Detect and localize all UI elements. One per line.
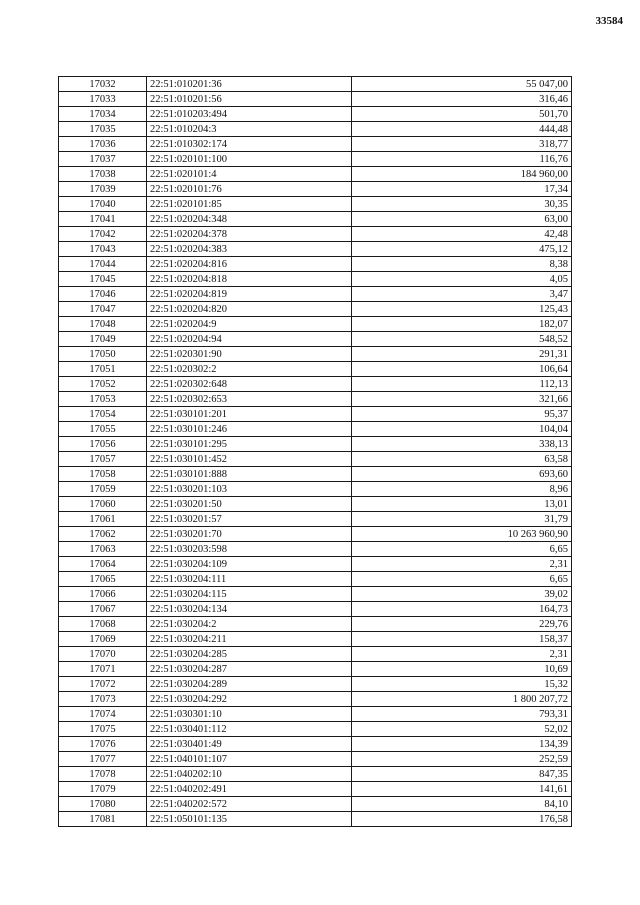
row-number-cell: 17056 bbox=[59, 437, 147, 452]
cadastral-number-cell: 22:51:020301:90 bbox=[147, 347, 352, 362]
table-row bbox=[59, 242, 572, 257]
row-number-cell: 17045 bbox=[59, 272, 147, 287]
table-row bbox=[59, 617, 572, 632]
row-number-cell: 17070 bbox=[59, 647, 147, 662]
cadastral-value-cell: 95,37 bbox=[352, 407, 572, 422]
cadastral-value-cell: 693,60 bbox=[352, 467, 572, 482]
row-number-cell: 17081 bbox=[59, 812, 147, 827]
row-number-cell: 17033 bbox=[59, 92, 147, 107]
table-body bbox=[59, 77, 572, 827]
row-number-cell: 17057 bbox=[59, 452, 147, 467]
row-number-cell: 17074 bbox=[59, 707, 147, 722]
table-row bbox=[59, 647, 572, 662]
cadastral-number-cell: 22:51:030101:246 bbox=[147, 422, 352, 437]
row-number-cell: 17059 bbox=[59, 482, 147, 497]
row-number-cell: 17052 bbox=[59, 377, 147, 392]
table-row bbox=[59, 152, 572, 167]
table-row bbox=[59, 212, 572, 227]
cadastral-value-table bbox=[58, 76, 572, 827]
cadastral-number-cell: 22:51:020302:2 bbox=[147, 362, 352, 377]
cadastral-value-cell: 6,65 bbox=[352, 572, 572, 587]
table-row bbox=[59, 422, 572, 437]
cadastral-number-cell: 22:51:030204:134 bbox=[147, 602, 352, 617]
table-row bbox=[59, 347, 572, 362]
cadastral-value-cell: 548,52 bbox=[352, 332, 572, 347]
cadastral-number-cell: 22:51:010302:174 bbox=[147, 137, 352, 152]
cadastral-value-cell: 125,43 bbox=[352, 302, 572, 317]
table-row bbox=[59, 452, 572, 467]
table-row bbox=[59, 527, 572, 542]
row-number-cell: 17063 bbox=[59, 542, 147, 557]
row-number-cell: 17039 bbox=[59, 182, 147, 197]
table-row bbox=[59, 542, 572, 557]
row-number-cell: 17041 bbox=[59, 212, 147, 227]
row-number-cell: 17067 bbox=[59, 602, 147, 617]
cadastral-value-cell: 318,77 bbox=[352, 137, 572, 152]
cadastral-number-cell: 22:51:030204:109 bbox=[147, 557, 352, 572]
table-row bbox=[59, 137, 572, 152]
cadastral-number-cell: 22:51:020204:383 bbox=[147, 242, 352, 257]
row-number-cell: 17062 bbox=[59, 527, 147, 542]
cadastral-number-cell: 22:51:040202:491 bbox=[147, 782, 352, 797]
cadastral-value-cell: 158,37 bbox=[352, 632, 572, 647]
cadastral-value-cell: 52,02 bbox=[352, 722, 572, 737]
table-row bbox=[59, 662, 572, 677]
cadastral-value-cell: 63,58 bbox=[352, 452, 572, 467]
row-number-cell: 17044 bbox=[59, 257, 147, 272]
cadastral-value-cell: 84,10 bbox=[352, 797, 572, 812]
table-row bbox=[59, 572, 572, 587]
cadastral-value-cell: 1 800 207,72 bbox=[352, 692, 572, 707]
cadastral-number-cell: 22:51:020204:9 bbox=[147, 317, 352, 332]
table-row bbox=[59, 122, 572, 137]
table-row bbox=[59, 797, 572, 812]
cadastral-number-cell: 22:51:020302:653 bbox=[147, 392, 352, 407]
table-row bbox=[59, 602, 572, 617]
row-number-cell: 17076 bbox=[59, 737, 147, 752]
table-row bbox=[59, 737, 572, 752]
table-row bbox=[59, 407, 572, 422]
cadastral-value-cell: 252,59 bbox=[352, 752, 572, 767]
row-number-cell: 17037 bbox=[59, 152, 147, 167]
cadastral-number-cell: 22:51:030101:295 bbox=[147, 437, 352, 452]
cadastral-value-cell: 164,73 bbox=[352, 602, 572, 617]
cadastral-value-cell: 338,13 bbox=[352, 437, 572, 452]
row-number-cell: 17035 bbox=[59, 122, 147, 137]
table-row bbox=[59, 497, 572, 512]
cadastral-value-cell: 134,39 bbox=[352, 737, 572, 752]
row-number-cell: 17065 bbox=[59, 572, 147, 587]
table-row bbox=[59, 272, 572, 287]
table-row bbox=[59, 362, 572, 377]
cadastral-number-cell: 22:51:030201:50 bbox=[147, 497, 352, 512]
row-number-cell: 17058 bbox=[59, 467, 147, 482]
cadastral-value-cell: 104,04 bbox=[352, 422, 572, 437]
table-row bbox=[59, 107, 572, 122]
cadastral-value-cell: 17,34 bbox=[352, 182, 572, 197]
row-number-cell: 17032 bbox=[59, 77, 147, 92]
cadastral-number-cell: 22:51:050101:135 bbox=[147, 812, 352, 827]
row-number-cell: 17069 bbox=[59, 632, 147, 647]
table-row bbox=[59, 182, 572, 197]
cadastral-number-cell: 22:51:020101:76 bbox=[147, 182, 352, 197]
row-number-cell: 17043 bbox=[59, 242, 147, 257]
cadastral-value-cell: 6,65 bbox=[352, 542, 572, 557]
cadastral-number-cell: 22:51:010201:36 bbox=[147, 77, 352, 92]
cadastral-value-cell: 31,79 bbox=[352, 512, 572, 527]
cadastral-number-cell: 22:51:040101:107 bbox=[147, 752, 352, 767]
cadastral-number-cell: 22:51:030203:598 bbox=[147, 542, 352, 557]
cadastral-value-cell: 229,76 bbox=[352, 617, 572, 632]
cadastral-value-cell: 112,13 bbox=[352, 377, 572, 392]
table-row bbox=[59, 77, 572, 92]
table-row bbox=[59, 707, 572, 722]
cadastral-number-cell: 22:51:040202:572 bbox=[147, 797, 352, 812]
cadastral-number-cell: 22:51:030204:2 bbox=[147, 617, 352, 632]
row-number-cell: 17079 bbox=[59, 782, 147, 797]
table-row bbox=[59, 587, 572, 602]
cadastral-value-cell: 10,69 bbox=[352, 662, 572, 677]
cadastral-value-cell: 501,70 bbox=[352, 107, 572, 122]
row-number-cell: 17060 bbox=[59, 497, 147, 512]
cadastral-value-cell: 793,31 bbox=[352, 707, 572, 722]
row-number-cell: 17049 bbox=[59, 332, 147, 347]
cadastral-number-cell: 22:51:030204:292 bbox=[147, 692, 352, 707]
row-number-cell: 17036 bbox=[59, 137, 147, 152]
row-number-cell: 17051 bbox=[59, 362, 147, 377]
table-row bbox=[59, 302, 572, 317]
row-number-cell: 17073 bbox=[59, 692, 147, 707]
table-row bbox=[59, 692, 572, 707]
table-row bbox=[59, 392, 572, 407]
row-number-cell: 17054 bbox=[59, 407, 147, 422]
row-number-cell: 17080 bbox=[59, 797, 147, 812]
cadastral-number-cell: 22:51:030201:57 bbox=[147, 512, 352, 527]
table-row bbox=[59, 767, 572, 782]
row-number-cell: 17055 bbox=[59, 422, 147, 437]
cadastral-value-cell: 2,31 bbox=[352, 557, 572, 572]
row-number-cell: 17061 bbox=[59, 512, 147, 527]
cadastral-number-cell: 22:51:020302:648 bbox=[147, 377, 352, 392]
cadastral-number-cell: 22:51:030201:103 bbox=[147, 482, 352, 497]
cadastral-number-cell: 22:51:040202:10 bbox=[147, 767, 352, 782]
table-row bbox=[59, 752, 572, 767]
cadastral-value-cell: 106,64 bbox=[352, 362, 572, 377]
table-row bbox=[59, 677, 572, 692]
row-number-cell: 17050 bbox=[59, 347, 147, 362]
cadastral-value-cell: 291,31 bbox=[352, 347, 572, 362]
cadastral-number-cell: 22:51:030204:289 bbox=[147, 677, 352, 692]
cadastral-value-cell: 116,76 bbox=[352, 152, 572, 167]
row-number-cell: 17048 bbox=[59, 317, 147, 332]
table-row bbox=[59, 782, 572, 797]
cadastral-value-cell: 30,35 bbox=[352, 197, 572, 212]
cadastral-value-cell: 184 960,00 bbox=[352, 167, 572, 182]
cadastral-value-cell: 39,02 bbox=[352, 587, 572, 602]
row-number-cell: 17078 bbox=[59, 767, 147, 782]
cadastral-number-cell: 22:51:030301:10 bbox=[147, 707, 352, 722]
cadastral-value-cell: 2,31 bbox=[352, 647, 572, 662]
cadastral-number-cell: 22:51:030401:49 bbox=[147, 737, 352, 752]
cadastral-number-cell: 22:51:030101:201 bbox=[147, 407, 352, 422]
cadastral-number-cell: 22:51:030204:287 bbox=[147, 662, 352, 677]
row-number-cell: 17071 bbox=[59, 662, 147, 677]
row-number-cell: 17064 bbox=[59, 557, 147, 572]
cadastral-value-cell: 63,00 bbox=[352, 212, 572, 227]
cadastral-number-cell: 22:51:020204:378 bbox=[147, 227, 352, 242]
cadastral-number-cell: 22:51:020204:820 bbox=[147, 302, 352, 317]
cadastral-value-cell: 10 263 960,90 bbox=[352, 527, 572, 542]
cadastral-value-cell: 141,61 bbox=[352, 782, 572, 797]
table-row bbox=[59, 377, 572, 392]
cadastral-value-cell: 8,96 bbox=[352, 482, 572, 497]
cadastral-number-cell: 22:51:030204:111 bbox=[147, 572, 352, 587]
cadastral-number-cell: 22:51:020101:100 bbox=[147, 152, 352, 167]
cadastral-number-cell: 22:51:030204:115 bbox=[147, 587, 352, 602]
cadastral-value-cell: 4,05 bbox=[352, 272, 572, 287]
row-number-cell: 17042 bbox=[59, 227, 147, 242]
table-row bbox=[59, 332, 572, 347]
cadastral-value-cell: 182,07 bbox=[352, 317, 572, 332]
table-row bbox=[59, 632, 572, 647]
table-row bbox=[59, 257, 572, 272]
row-number-cell: 17068 bbox=[59, 617, 147, 632]
cadastral-number-cell: 22:51:030101:452 bbox=[147, 452, 352, 467]
cadastral-number-cell: 22:51:030201:70 bbox=[147, 527, 352, 542]
row-number-cell: 17038 bbox=[59, 167, 147, 182]
table-row bbox=[59, 197, 572, 212]
cadastral-number-cell: 22:51:010203:494 bbox=[147, 107, 352, 122]
cadastral-value-cell: 475,12 bbox=[352, 242, 572, 257]
row-number-cell: 17077 bbox=[59, 752, 147, 767]
cadastral-number-cell: 22:51:020101:4 bbox=[147, 167, 352, 182]
page-number: 33584 bbox=[595, 15, 623, 27]
cadastral-number-cell: 22:51:030204:285 bbox=[147, 647, 352, 662]
row-number-cell: 17066 bbox=[59, 587, 147, 602]
cadastral-number-cell: 22:51:010201:56 bbox=[147, 92, 352, 107]
cadastral-value-cell: 847,35 bbox=[352, 767, 572, 782]
cadastral-number-cell: 22:51:020101:85 bbox=[147, 197, 352, 212]
row-number-cell: 17040 bbox=[59, 197, 147, 212]
cadastral-number-cell: 22:51:030401:112 bbox=[147, 722, 352, 737]
cadastral-number-cell: 22:51:020204:818 bbox=[147, 272, 352, 287]
cadastral-value-cell: 8,38 bbox=[352, 257, 572, 272]
cadastral-number-cell: 22:51:020204:819 bbox=[147, 287, 352, 302]
table-row bbox=[59, 287, 572, 302]
table-row bbox=[59, 482, 572, 497]
cadastral-value-cell: 3,47 bbox=[352, 287, 572, 302]
table-row bbox=[59, 92, 572, 107]
row-number-cell: 17075 bbox=[59, 722, 147, 737]
row-number-cell: 17047 bbox=[59, 302, 147, 317]
table-row bbox=[59, 722, 572, 737]
table-row bbox=[59, 512, 572, 527]
cadastral-number-cell: 22:51:010204:3 bbox=[147, 122, 352, 137]
table-row bbox=[59, 167, 572, 182]
cadastral-number-cell: 22:51:030204:211 bbox=[147, 632, 352, 647]
cadastral-value-cell: 444,48 bbox=[352, 122, 572, 137]
table-row bbox=[59, 557, 572, 572]
row-number-cell: 17034 bbox=[59, 107, 147, 122]
cadastral-number-cell: 22:51:020204:816 bbox=[147, 257, 352, 272]
cadastral-number-cell: 22:51:020204:348 bbox=[147, 212, 352, 227]
table-row bbox=[59, 437, 572, 452]
row-number-cell: 17053 bbox=[59, 392, 147, 407]
row-number-cell: 17072 bbox=[59, 677, 147, 692]
cadastral-value-cell: 321,66 bbox=[352, 392, 572, 407]
row-number-cell: 17046 bbox=[59, 287, 147, 302]
cadastral-value-cell: 176,58 bbox=[352, 812, 572, 827]
table-row bbox=[59, 227, 572, 242]
table-row bbox=[59, 812, 572, 827]
cadastral-number-cell: 22:51:020204:94 bbox=[147, 332, 352, 347]
cadastral-value-cell: 55 047,00 bbox=[352, 77, 572, 92]
cadastral-number-cell: 22:51:030101:888 bbox=[147, 467, 352, 482]
cadastral-value-cell: 316,46 bbox=[352, 92, 572, 107]
cadastral-value-cell: 13,01 bbox=[352, 497, 572, 512]
table-row bbox=[59, 317, 572, 332]
table-row bbox=[59, 467, 572, 482]
cadastral-value-cell: 42,48 bbox=[352, 227, 572, 242]
cadastral-value-cell: 15,32 bbox=[352, 677, 572, 692]
